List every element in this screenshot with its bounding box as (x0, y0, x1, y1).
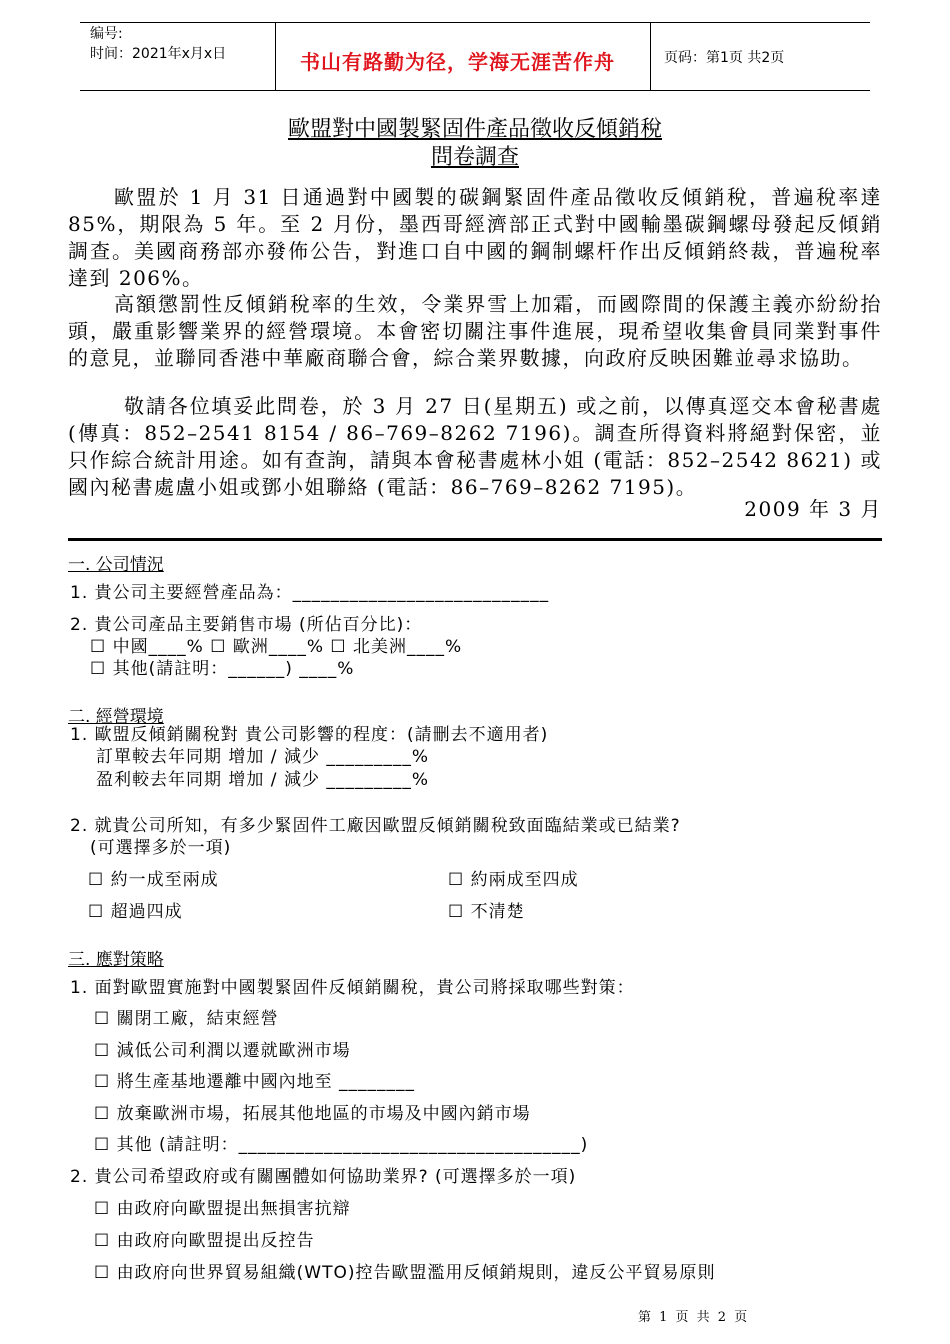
section2-q1-profit[interactable]: 盈利較去年同期 增加 / 減少 _________% (96, 770, 429, 790)
footer-page-number: 第 1 页 共 2 页 (638, 1310, 750, 1325)
section3-q1: 1. 面對歐盟實施對中國製緊固件反傾銷關稅，貴公司將採取哪些對策： (70, 978, 635, 998)
section2-q1-orders[interactable]: 訂單較去年同期 增加 / 減少 _________% (96, 747, 429, 767)
section1-q2-options-row2[interactable]: ☐ 其他(請註明：______) ____% (90, 659, 355, 679)
intro-paragraph-2: 高額懲罰性反傾銷稅率的生效，令業界雪上加霜，而國際間的保護主義亦紛紛抬頭，嚴重影響業界的經營環境。本會密切關注事件進展，現希望收集會員同業對事件的意見，並聯同香港中華廠商聯合會，綜合業界數據，向政府反映困難並尋求協助。 (68, 292, 882, 370)
section1-q2: 2. 貴公司產品主要銷售市場 (所佔百分比)： (70, 615, 423, 635)
section1-q1: 1. 貴公司主要經營產品為：___________________________ (70, 583, 550, 603)
section3-q1-option-4[interactable]: ☐ 放棄歐洲市場，拓展其他地區的市場及中國內銷市場 (94, 1104, 531, 1124)
header-divider-left (275, 22, 276, 90)
header-bottom-border (80, 90, 870, 91)
section3-q1-option-1[interactable]: ☐ 關閉工廠，結束經營 (94, 1009, 279, 1029)
page-title-line2: 問卷調查 (430, 145, 519, 170)
section2-heading: 二. 經營環境 (68, 707, 164, 727)
section3-q2-option-2[interactable]: ☐ 由政府向歐盟提出反控告 (94, 1231, 315, 1251)
header-page-info: 页码：第1页 共2页 (664, 50, 785, 66)
header-top-border (80, 22, 870, 23)
section3-q1-option-5[interactable]: ☐ 其他 (請註明：____________________________________) (94, 1135, 589, 1155)
header-motto: 书山有路勤为径，学海无涯苦作舟 (300, 50, 615, 74)
section-divider (68, 538, 882, 541)
section2-q2-option-3[interactable]: ☐ 超過四成 (88, 902, 183, 922)
page-title-line1: 歐盟對中國製緊固件產品徵收反傾銷稅 (287, 117, 662, 142)
section3-q1-option-3[interactable]: ☐ 將生產基地遷離中國內地至 ________ (94, 1072, 416, 1092)
section3-q1-option-2[interactable]: ☐ 減低公司利潤以遷就歐洲市場 (94, 1041, 351, 1061)
section2-q2-note: (可選擇多於一項) (90, 838, 232, 858)
section2-q1: 1. 歐盟反傾銷關稅對 貴公司影響的程度：(請刪去不適用者) (70, 725, 549, 745)
intro-paragraph-1: 歐盟於 1 月 31 日通過對中國製的碳鋼緊固件產品徵收反傾銷稅，普遍稅率達 85%，期限為 5 年。至 2 月份，墨西哥經濟部正式對中國輸墨碳鋼螺母發起反傾銷調查。美國商務部亦發佈公告，對進口自中國的鋼制螺杆作出反傾銷終裁，普遍稅率達到 206%。 (68, 185, 882, 290)
header-number-label: 编号: (90, 26, 123, 42)
intro-paragraph-3: 敬請各位填妥此問卷，於 3 月 27 日(星期五) 或之前，以傳真逕交本會秘書處 (傳真：852–2541 8154 / 86–769–8262 7196)。調查所得資料將絕對保密，並只作綜合統計用途。如有查詢，請與本會秘書處林小姐 (電話：852–2542 8621) 或國內秘書處盧小姐或鄧小姐聯絡 (電話：86–769–8262 7195)。 (68, 394, 882, 499)
section3-q2-option-3[interactable]: ☐ 由政府向世界貿易組織(WTO)控告歐盟濫用反傾銷規則，違反公平貿易原則 (94, 1263, 716, 1283)
section3-q2-option-1[interactable]: ☐ 由政府向歐盟提出無損害抗辯 (94, 1199, 351, 1219)
section3-heading: 三. 應對策略 (68, 950, 164, 970)
section3-q2: 2. 貴公司希望政府或有關團體如何協助業界? (可選擇多於一項) (70, 1167, 577, 1187)
section2-q2-option-4[interactable]: ☐ 不清楚 (448, 902, 525, 922)
section2-q2-option-2[interactable]: ☐ 約兩成至四成 (448, 870, 579, 890)
section2-q2: 2. 就貴公司所知，有多少緊固件工廠因歐盟反傾銷關稅致面臨結業或已結業? (70, 816, 681, 836)
intro-date: 2009 年 3 月 (744, 497, 882, 521)
section2-q2-option-1[interactable]: ☐ 約一成至兩成 (88, 870, 219, 890)
header-divider-right (650, 22, 651, 90)
section1-heading: 一. 公司情況 (68, 555, 164, 575)
section1-q2-options-row1[interactable]: ☐ 中國____% ☐ 歐洲____% ☐ 北美洲____% (90, 637, 463, 657)
header-time-label: 时间：2021年x月x日 (90, 46, 227, 62)
